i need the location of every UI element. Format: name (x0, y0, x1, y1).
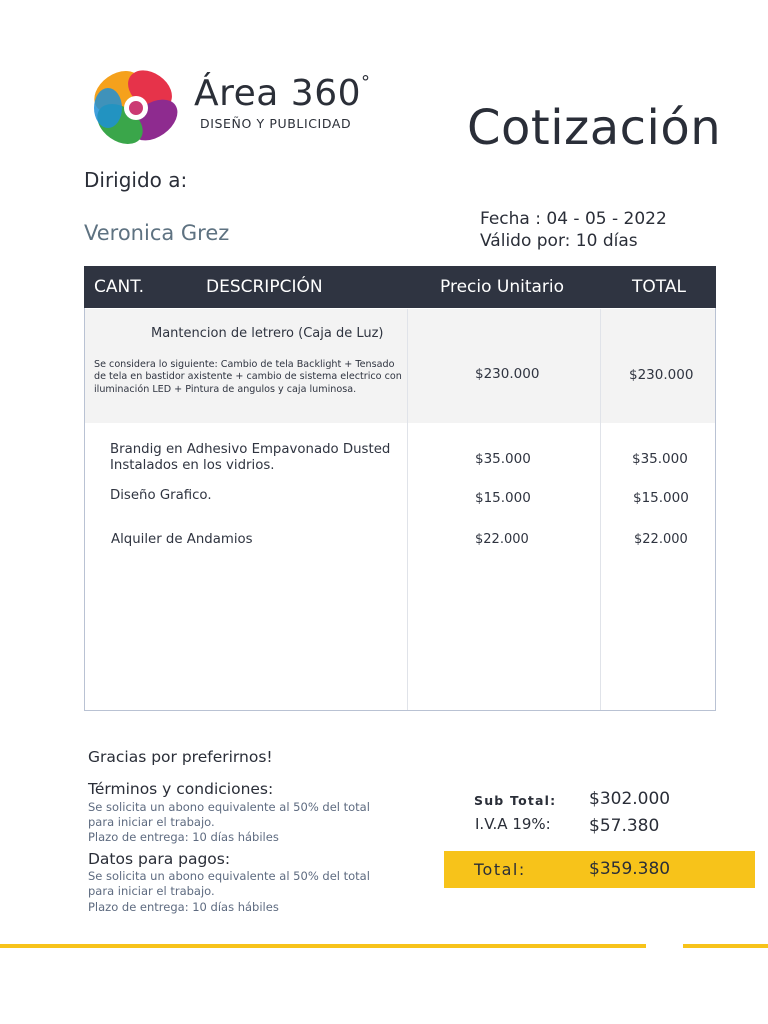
item-unit-price: $22.000 (475, 532, 529, 547)
total-bar (444, 851, 755, 888)
quote-date: Fecha : 04 - 05 - 2022 (480, 209, 667, 229)
header-qty: CANT. (94, 277, 144, 297)
item-total: $22.000 (634, 532, 688, 547)
terms-line: Se solicita un abono equivalente al 50% del total (88, 800, 370, 814)
column-divider (600, 309, 601, 710)
iva-value: $57.380 (589, 816, 660, 836)
terms-title: Términos y condiciones: (88, 780, 274, 798)
thanks-message: Gracias por preferirnos! (88, 748, 273, 766)
total-label: Total: (474, 860, 526, 879)
terms-line: Plazo de entrega: 10 días hábiles (88, 830, 279, 844)
subtotal-value: $302.000 (589, 789, 671, 809)
terms-line: para iniciar el trabajo. (88, 815, 215, 829)
item-description: Diseño Grafico. (110, 488, 212, 503)
item-unit-price: $230.000 (475, 366, 540, 382)
item-details: Se considera lo siguiente: Cambio de tela Backlight + Tensado de tela en bastidor axistente + cambio de sistema electrico con iluminación LED + Pintura de angulos y caja luminosa. (94, 359, 402, 395)
item-unit-price: $15.000 (475, 490, 531, 506)
header-unit-price: Precio Unitario (440, 277, 565, 297)
payment-title: Datos para pagos: (88, 850, 231, 868)
table-header (84, 266, 716, 308)
payment-line: Plazo de entrega: 10 días hábiles (88, 900, 279, 914)
item-description: Alquiler de Andamios (111, 532, 253, 547)
addressee-label: Dirigido a: (84, 168, 188, 192)
item-total: $35.000 (632, 451, 688, 467)
header-description: DESCRIPCIÓN (206, 277, 323, 297)
header-total: TOTAL (632, 277, 686, 297)
brand-degree: ° (361, 72, 371, 93)
iva-label: I.V.A 19%: (475, 815, 551, 833)
item-unit-price: $35.000 (475, 451, 531, 467)
footer-rule (0, 944, 646, 948)
quote-validity: Válido por: 10 días (480, 231, 638, 251)
total-value: $359.380 (589, 859, 671, 879)
payment-line: para iniciar el trabajo. (88, 884, 215, 898)
item-total: $230.000 (629, 367, 694, 383)
column-divider (407, 309, 408, 710)
brand-subtitle: DISEÑO Y PUBLICIDAD (200, 116, 352, 131)
item-description: Mantencion de letrero (Caja de Luz) (151, 326, 384, 341)
brand-logo-mark (88, 62, 184, 154)
client-name: Veronica Grez (84, 221, 230, 245)
subtotal-label: Sub Total: (474, 793, 557, 808)
item-total: $15.000 (633, 490, 689, 506)
item-description: Brandig en Adhesivo Empavonado Dusted Instalados en los vidrios. (110, 442, 391, 473)
brand-name: Área 360° (194, 72, 371, 114)
document-title: Cotización (467, 100, 722, 156)
payment-line: Se solicita un abono equivalente al 50% del total (88, 869, 370, 883)
footer-rule (683, 944, 768, 948)
